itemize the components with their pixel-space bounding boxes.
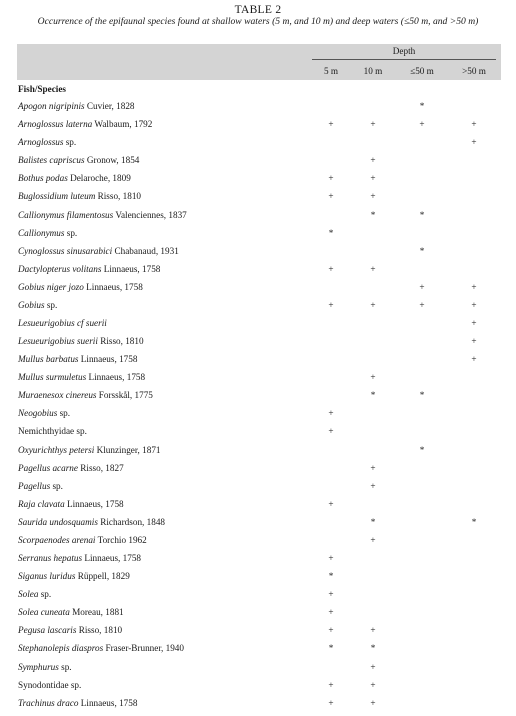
occurrence-cell: +: [471, 299, 477, 310]
species-authority: Chabanaud, 1931: [112, 245, 179, 256]
species-scientific-name: Arnoglossus: [18, 137, 64, 148]
occurrence-cell: *: [328, 571, 334, 582]
species-name: [18, 426, 87, 436]
species-name: [18, 408, 70, 418]
species-authority: Forsskål, 1775: [96, 390, 153, 401]
occurrence-cell: +: [370, 119, 376, 130]
fish-species-header: Fish/Species: [18, 84, 66, 94]
occurrence-cell: +: [471, 119, 477, 130]
species-name: [18, 445, 161, 455]
table-row: [0, 228, 516, 246]
species-authority: Risso, 1810: [97, 336, 144, 346]
column-header-5m: 5 m: [323, 66, 339, 76]
species-scientific-name: Oxyurichthys petersi: [18, 444, 95, 455]
table-row: [0, 680, 516, 698]
occurrence-cell: *: [370, 209, 376, 220]
species-authority: Synodontidae sp.: [18, 679, 82, 690]
species-authority: Cuvier, 1828: [84, 101, 135, 111]
occurrence-cell: +: [370, 462, 376, 473]
column-header-le50m: ≤50 m: [410, 66, 434, 76]
table-row: [0, 191, 516, 209]
species-authority: Torchio 1962: [95, 534, 147, 545]
occurrence-cell: +: [328, 426, 334, 437]
species-authority: Linnaeus, 1758: [82, 553, 142, 563]
species-authority: Linnaeus, 1758: [83, 281, 143, 292]
species-scientific-name: Pegusa lascaris: [18, 625, 77, 636]
occurrence-cell: +: [328, 553, 334, 563]
table-row: [0, 354, 516, 372]
occurrence-cell: +: [370, 480, 376, 491]
species-name: [18, 173, 131, 183]
species-scientific-name: Trachinus draco: [18, 697, 79, 708]
species-scientific-name: Apogon nigripinis: [18, 101, 85, 111]
occurrence-cell: *: [370, 390, 376, 401]
occurrence-cell: *: [370, 516, 376, 527]
species-scientific-name: Saurida undosquamis: [18, 516, 98, 527]
occurrence-cell: *: [471, 516, 477, 527]
table-row: [0, 300, 516, 318]
occurrence-cell: +: [328, 697, 334, 708]
column-header-10m: 10 m: [363, 66, 383, 76]
species-scientific-name: Lesueurigobius suerii: [18, 336, 98, 346]
occurrence-cell: *: [328, 643, 334, 654]
table-row: [0, 408, 516, 426]
table-caption: Occurrence of the epifaunal species found at shallow waters (5 m, and 10 m) and deep waters (≤50 m, and >50 m): [37, 16, 479, 27]
table-row: [0, 119, 516, 137]
column-header-gt50m: >50 m: [462, 66, 486, 76]
occurrence-cell: *: [370, 643, 376, 654]
species-scientific-name: Cynoglossus sinusarabici: [18, 245, 113, 256]
table-row: [0, 318, 516, 336]
table-row: [0, 336, 516, 354]
species-scientific-name: Raja clavata: [18, 498, 65, 509]
species-authority: Klunzinger, 1871: [94, 444, 161, 455]
species-authority: Richardson, 1848: [97, 516, 166, 527]
species-name: [18, 318, 107, 328]
species-scientific-name: Lesueurigobius cf suerii: [18, 318, 107, 328]
occurrence-cell: +: [419, 299, 425, 310]
occurrence-cell: +: [328, 589, 334, 600]
occurrence-cell: *: [328, 227, 334, 238]
occurrence-cell: +: [471, 318, 477, 328]
species-name: [18, 300, 57, 310]
occurrence-cell: +: [370, 191, 376, 202]
occurrence-cell: +: [328, 173, 334, 184]
table-row: [0, 589, 516, 607]
occurrence-cell: *: [419, 245, 425, 256]
table-row: [0, 643, 516, 661]
table-row: [0, 372, 516, 390]
species-scientific-name: Solea cuneata: [18, 607, 70, 618]
species-authority: Fraser-Brunner, 1940: [103, 643, 184, 654]
species-name: [18, 246, 179, 256]
species-name: [18, 228, 77, 238]
species-authority: Linnaeus, 1758: [78, 697, 138, 708]
occurrence-cell: +: [370, 155, 376, 166]
occurrence-cell: +: [471, 354, 477, 365]
occurrence-cell: +: [370, 661, 376, 672]
species-scientific-name: Muraenesox cinereus: [18, 390, 97, 401]
table-row: [0, 210, 516, 228]
occurrence-cell: +: [328, 191, 334, 202]
species-name: [18, 643, 184, 653]
table-title: TABLE 2: [234, 4, 282, 16]
species-name: [18, 517, 165, 527]
species-scientific-name: Mullus surmuletus: [18, 372, 87, 383]
species-name: [18, 101, 135, 111]
occurrence-cell: +: [370, 534, 376, 545]
species-scientific-name: Gobius: [18, 299, 45, 310]
species-scientific-name: Symphurus: [18, 661, 59, 672]
species-name: [18, 137, 76, 147]
species-authority: sp.: [44, 299, 58, 310]
occurrence-cell: +: [328, 263, 334, 274]
table-row: [0, 517, 516, 535]
table-row: [0, 535, 516, 553]
occurrence-cell: +: [370, 697, 376, 708]
species-authority: Linnaeus, 1758: [86, 372, 146, 383]
species-authority: Risso, 1827: [77, 462, 124, 473]
species-authority: sp.: [57, 408, 71, 419]
occurrence-cell: +: [419, 119, 425, 130]
species-name: [18, 607, 124, 617]
table-row: [0, 426, 516, 444]
occurrence-cell: +: [471, 281, 477, 292]
depth-group-header: Depth: [392, 46, 416, 56]
species-name: [18, 571, 130, 581]
table-row: [0, 101, 516, 119]
species-name: [18, 119, 152, 129]
table-row: [0, 155, 516, 173]
table-row: [0, 607, 516, 625]
species-scientific-name: Pagellus: [18, 480, 51, 491]
table-row: [0, 625, 516, 643]
depth-group-rule: [312, 59, 496, 60]
occurrence-cell: +: [328, 607, 334, 618]
occurrence-cell: +: [370, 299, 376, 310]
species-authority: Risso, 1810: [76, 625, 123, 636]
occurrence-cell: +: [471, 336, 477, 346]
species-name: [18, 481, 63, 491]
species-name: [18, 336, 144, 346]
species-scientific-name: Neogobius: [18, 408, 58, 419]
occurrence-cell: +: [328, 498, 334, 509]
species-authority: sp.: [64, 227, 78, 238]
species-scientific-name: Serranus hepatus: [18, 553, 83, 563]
species-scientific-name: Scorpaenodes arenai: [18, 534, 96, 545]
species-name: [18, 463, 124, 473]
species-authority: Walbaum, 1792: [92, 119, 153, 130]
table-row: [0, 499, 516, 517]
species-name: [18, 589, 51, 599]
table-row: [0, 137, 516, 155]
species-name: [18, 680, 81, 690]
species-authority: Linnaeus, 1758: [101, 263, 161, 274]
occurrence-cell: +: [370, 173, 376, 184]
species-authority: Gronow, 1854: [84, 155, 140, 166]
species-scientific-name: Buglossidium luteum: [18, 191, 96, 202]
species-authority: Nemichthyidae sp.: [18, 426, 87, 437]
table-row: [0, 282, 516, 300]
species-name: [18, 625, 122, 635]
species-authority: sp.: [63, 137, 77, 148]
species-scientific-name: Solea: [18, 589, 39, 600]
table-row: [0, 481, 516, 499]
table-row: [0, 390, 516, 408]
species-scientific-name: Balistes capriscus: [18, 155, 85, 166]
occurrence-cell: *: [419, 390, 425, 401]
table-row: [0, 463, 516, 481]
species-scientific-name: Callionymus: [18, 227, 65, 238]
species-authority: Valenciennes, 1837: [113, 209, 187, 220]
species-authority: Linnaeus, 1758: [78, 354, 138, 365]
species-scientific-name: Callionymus filamentosus: [18, 209, 114, 220]
species-name: [18, 264, 160, 274]
occurrence-cell: +: [328, 625, 334, 636]
species-authority: Risso, 1810: [95, 191, 142, 202]
occurrence-cell: +: [471, 137, 477, 148]
species-scientific-name: Dactylopterus volitans: [18, 263, 102, 274]
species-name: [18, 390, 153, 400]
table-row: [0, 246, 516, 264]
species-name: [18, 155, 139, 165]
species-scientific-name: Arnoglossus laterna: [18, 119, 93, 130]
occurrence-cell: *: [419, 444, 425, 455]
occurrence-cell: +: [370, 372, 376, 383]
species-name: [18, 535, 147, 545]
table-row: [0, 662, 516, 680]
species-scientific-name: Siganus luridus: [18, 571, 76, 582]
occurrence-cell: *: [419, 209, 425, 220]
species-scientific-name: Gobius niger jozo: [18, 281, 84, 292]
table-row: [0, 698, 516, 716]
occurrence-cell: +: [328, 299, 334, 310]
occurrence-cell: +: [419, 281, 425, 292]
table-row: [0, 173, 516, 191]
table-row: [0, 264, 516, 282]
occurrence-cell: +: [370, 263, 376, 274]
species-name: [18, 553, 141, 563]
species-name: [18, 372, 145, 382]
occurrence-cell: +: [370, 679, 376, 690]
species-scientific-name: Mullus barbatus: [18, 354, 79, 365]
species-authority: Linnaeus, 1758: [64, 498, 124, 509]
occurrence-cell: *: [419, 101, 425, 111]
species-authority: Delaroche, 1809: [67, 173, 131, 184]
species-authority: sp.: [58, 661, 72, 672]
species-name: [18, 354, 137, 364]
table-row: [0, 553, 516, 571]
species-name: [18, 499, 124, 509]
species-name: [18, 282, 143, 292]
species-authority: sp.: [38, 589, 52, 600]
occurrence-cell: +: [328, 408, 334, 419]
table-row: [0, 445, 516, 463]
species-name: [18, 210, 187, 220]
species-authority: Rüppell, 1829: [75, 571, 130, 582]
occurrence-cell: +: [328, 679, 334, 690]
species-name: [18, 191, 141, 201]
table-row: [0, 571, 516, 589]
species-authority: sp.: [50, 480, 63, 491]
species-authority: Moreau, 1881: [69, 607, 124, 618]
species-name: [18, 698, 137, 708]
occurrence-cell: +: [370, 625, 376, 636]
occurrence-cell: +: [328, 119, 334, 130]
species-scientific-name: Pagellus acarne: [18, 462, 78, 473]
species-scientific-name: Stephanolepis diaspros: [18, 643, 104, 654]
species-name: [18, 662, 72, 672]
species-scientific-name: Bothus podas: [18, 173, 68, 184]
